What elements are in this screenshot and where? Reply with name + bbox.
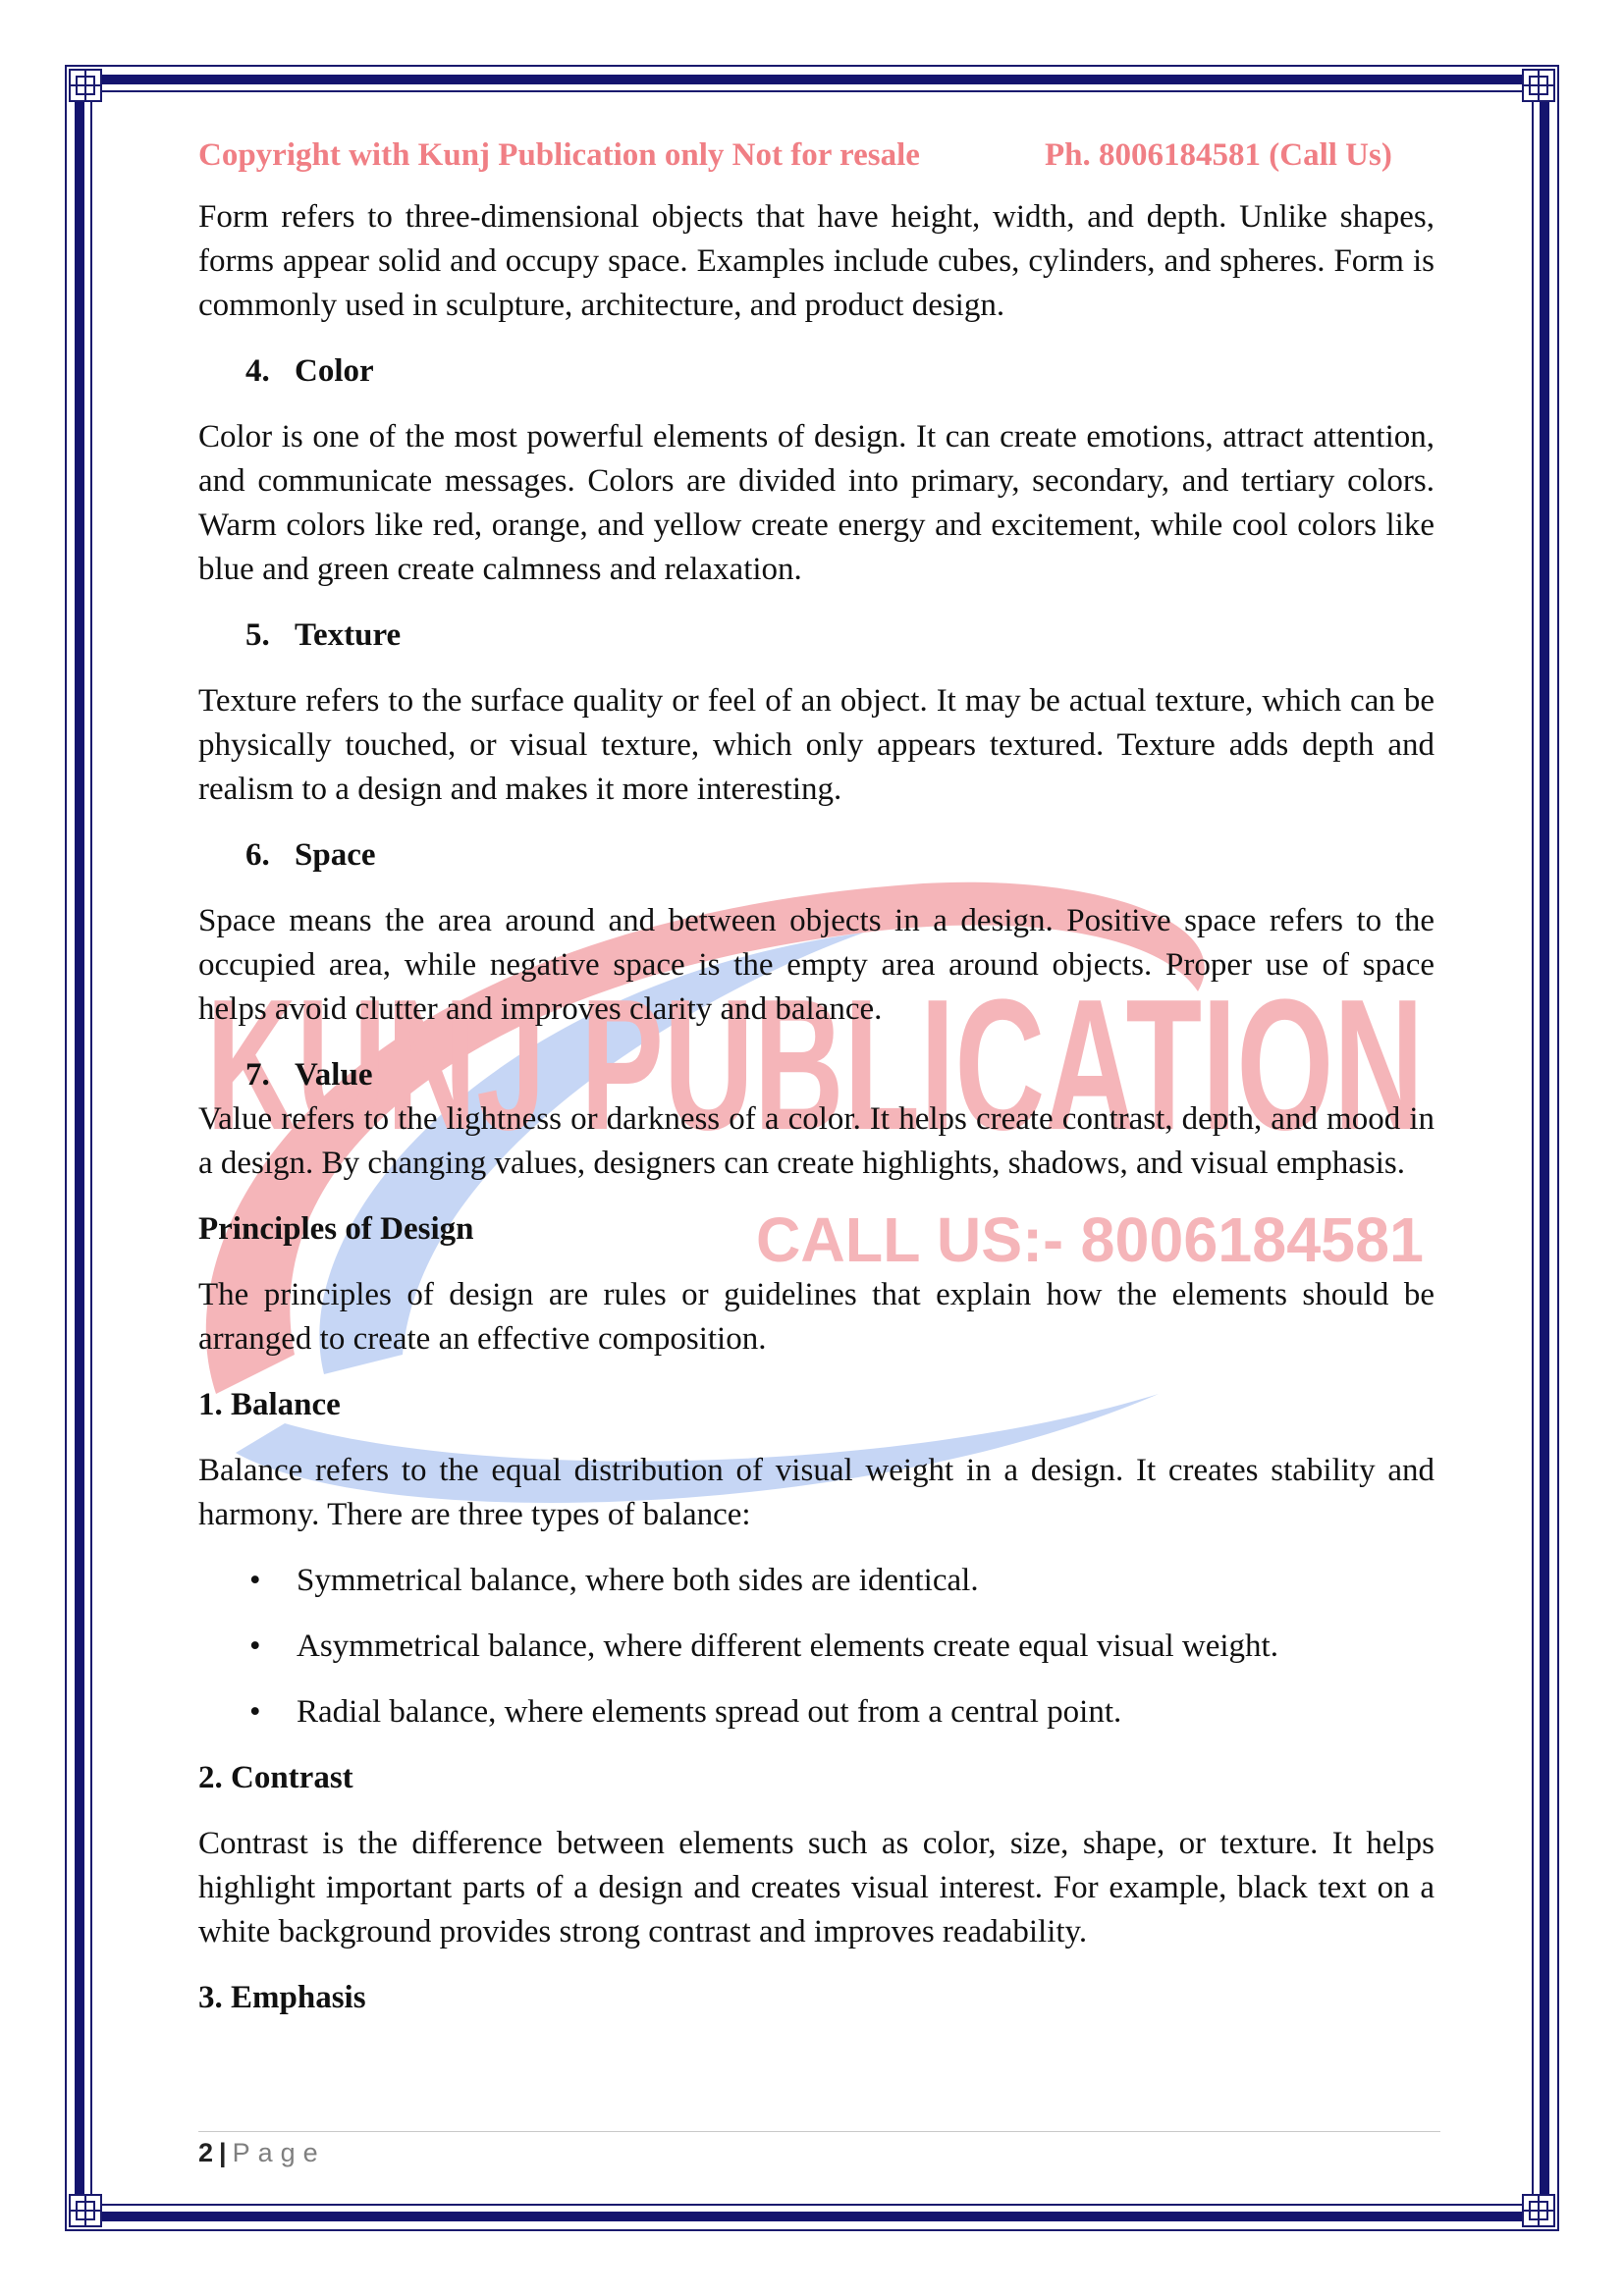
heading-title: Value xyxy=(295,1057,373,1093)
color-paragraph: Color is one of the most powerful elements of design. It can create emotions, attract attention, and communicate messages. Colors are divided into primary, secondary, and tertiary colors. Warm colors like red, orange, and yellow create energy and excitement, while cool colors like blue and green create calmness and relaxation. xyxy=(198,419,1435,587)
heading-space xyxy=(198,833,1435,878)
heading-number: 6. xyxy=(245,837,270,873)
contrast-paragraph: Contrast is the difference between elements such as color, size, shape, or texture. It helps highlight important parts of a design and creates visual interest. For example, black text on a white background provides strong contrast and improves readability. xyxy=(198,1826,1435,1949)
heading-value xyxy=(198,1053,1435,1097)
corner-ornament-bottom-right xyxy=(1522,2194,1555,2227)
page-footer xyxy=(198,2138,326,2168)
texture-paragraph: Texture refers to the surface quality or feel of an object. It may be actual texture, which can be physically touched, or visual texture, which only appears textured. Texture adds depth and realism to a design and makes it more interesting. xyxy=(198,683,1435,807)
corner-ornament-top-right xyxy=(1522,69,1555,102)
list-item xyxy=(198,1625,1435,1669)
footer-divider xyxy=(198,2131,1440,2132)
page-number: 2 xyxy=(198,2138,214,2167)
heading-title: Color xyxy=(295,353,374,389)
list-item xyxy=(198,1559,1435,1603)
corner-ornament-bottom-left xyxy=(69,2194,102,2227)
footer-separator: | xyxy=(219,2138,227,2167)
list-item-text: Asymmetrical balance, where different elements create equal visual weight. xyxy=(297,1629,1278,1664)
heading-contrast: 2. Contrast xyxy=(198,1760,353,1795)
phone-number: Ph. 8006184581 (Call Us) xyxy=(1045,137,1392,173)
page-label: Page xyxy=(232,2138,326,2167)
heading-number: 7. xyxy=(245,1057,270,1093)
heading-texture xyxy=(198,614,1435,658)
bullet-icon: • xyxy=(249,1629,261,1664)
corner-ornament-top-left xyxy=(69,69,102,102)
list-item-text: Symmetrical balance, where both sides are identical. xyxy=(297,1563,979,1598)
list-item xyxy=(198,1690,1435,1735)
heading-number: 5. xyxy=(245,617,270,653)
heading-emphasis: 3. Emphasis xyxy=(198,1980,366,2015)
heading-principles-of-design: Principles of Design xyxy=(198,1211,474,1247)
space-paragraph: Space means the area around and between objects in a design. Positive space refers to the occupied area, while negative space is the empty area around objects. Proper use of space helps avoid clutter and improves clarity and balance. xyxy=(198,903,1435,1027)
heading-number: 4. xyxy=(245,353,270,389)
heading-color xyxy=(198,349,1435,394)
watermark-call-text: CALL US:- 8006184581 xyxy=(756,1204,1424,1275)
form-paragraph: Form refers to three-dimensional objects that have height, width, and depth. Unlike shapes, forms appear solid and occupy space. Examples include cubes, cylinders, and spheres. Form is commonly used in sculpture, architecture, and product design. xyxy=(198,199,1435,323)
heading-title: Texture xyxy=(295,617,402,653)
list-item-text: Radial balance, where elements spread out from a central point. xyxy=(297,1694,1122,1730)
value-paragraph: Value refers to the lightness or darkness of a color. It helps create contrast, depth, and mood in a design. By changing values, designers can create highlights, shadows, and visual emphasis. xyxy=(198,1101,1435,1181)
bullet-icon: • xyxy=(249,1563,261,1598)
watermark-brand-text: KUNJ PUBLICATION xyxy=(206,961,1424,1169)
heading-balance: 1. Balance xyxy=(198,1387,341,1422)
document-body xyxy=(198,195,1435,2020)
balance-paragraph: Balance refers to the equal distribution of visual weight in a design. It creates stability and harmony. There are three types of balance: xyxy=(198,1453,1435,1532)
heading-title: Space xyxy=(295,837,376,873)
balance-types-list xyxy=(198,1559,1435,1735)
principles-paragraph: The principles of design are rules or guidelines that explain how the elements should be arranged to create an effective composition. xyxy=(198,1277,1435,1357)
bullet-icon: • xyxy=(249,1694,261,1730)
copyright-notice: Copyright with Kunj Publication only Not for resale xyxy=(198,137,920,173)
